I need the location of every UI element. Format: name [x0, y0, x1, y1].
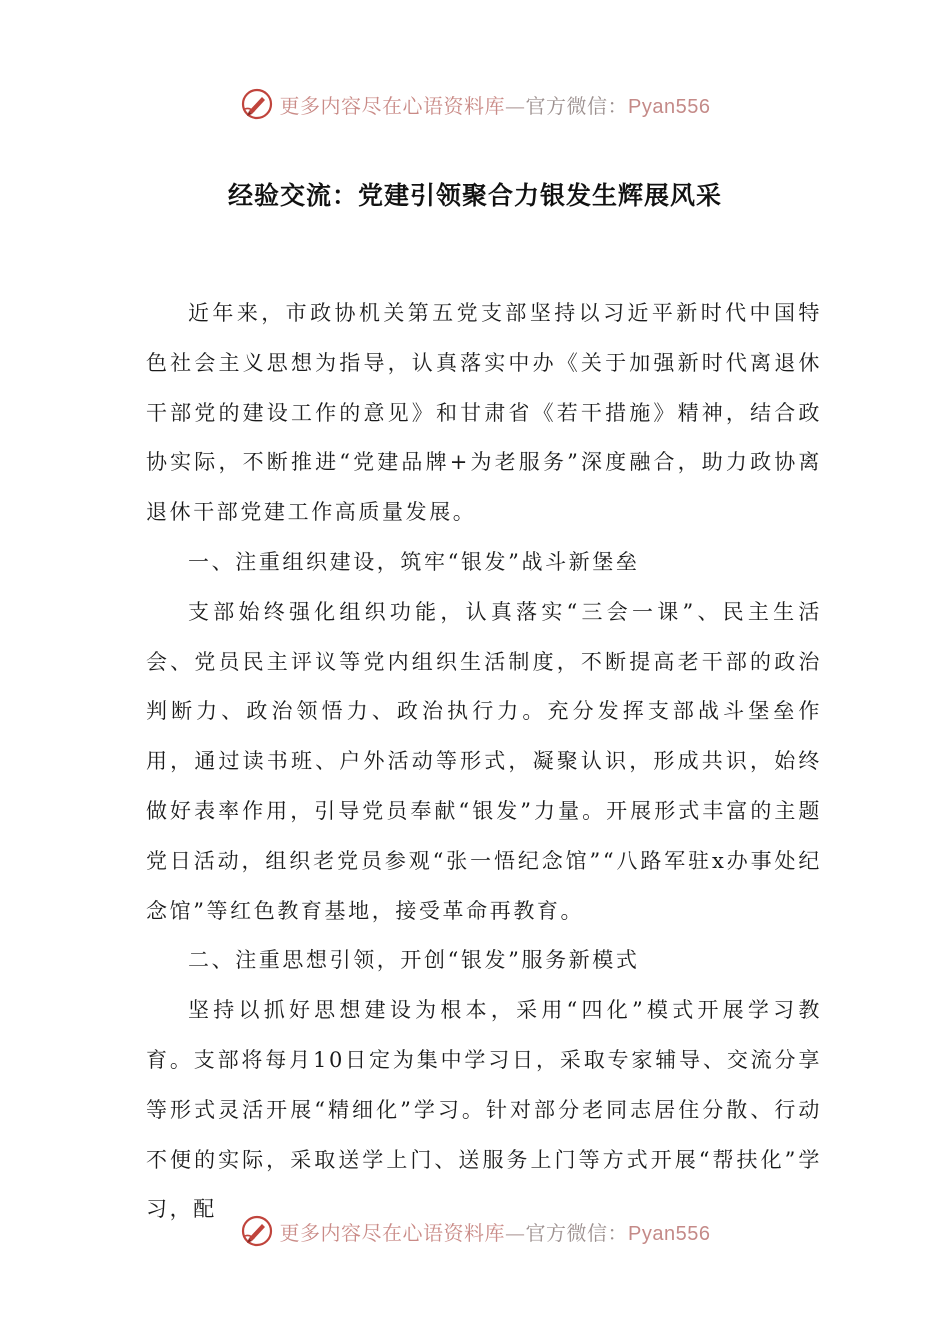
watermark-text: 更多内容尽在心语资料库—官方微信：Pyan556 — [279, 1220, 711, 1245]
paragraph-section-1: 支部始终强化组织功能，认真落实“三会一课”、民主生活会、党员民主评议等党内组织生活制度，不断提高老干部的政治判断力、政治领悟力、政治执行力。充分发挥支部战斗堡垒作用，通过读书班、户外活动等形式，凝聚认识，形成共识，始终做好表率作用，引导党员奉献“银发”力量。开展形式丰富的主题党日活动，组织老党员参观“张一悟纪念馆”“八路军驻x办事处纪念馆”等红色教育基地，接受革命再教育。 — [146, 599, 822, 923]
paragraph-intro: 近年来，市政协机关第五党支部坚持以习近平新时代中国特色社会主义思想为指导，认真落实中办《关于加强新时代离退休干部党的建设工作的意见》和甘肃省《若干措施》精神，结合政协实际，不断推进“党建品牌+为老服务”深度融合，助力政协离退休干部党建工作高质量发展。 — [146, 301, 822, 525]
section-heading-2: 二、注重思想引领，开创“银发”服务新模式 — [188, 948, 640, 973]
watermark-banner-bottom — [0, 1211, 950, 1251]
watermark-banner-top — [0, 84, 950, 124]
document-title: 经验交流：党建引领聚合力银发生辉展风采 — [227, 181, 722, 210]
document-body — [146, 289, 822, 1235]
paragraph-section-2: 坚持以抓好思想建设为根本，采用“四化”模式开展学习教育。支部将每月10日定为集中学习日，采取专家辅导、交流分享等形式灵活开展“精细化”学习。针对部分老同志居住分散、行动不便的实际，采取送学上门、送服务上门等方式开展“帮扶化”学习，配 — [146, 998, 822, 1222]
section-heading-1: 一、注重组织建设，筑牢“银发”战斗新堡垒 — [188, 549, 640, 574]
watermark-text: 更多内容尽在心语资料库—官方微信：Pyan556 — [279, 93, 711, 118]
pen-logo-icon — [240, 1214, 274, 1248]
pen-logo-icon — [240, 87, 274, 121]
